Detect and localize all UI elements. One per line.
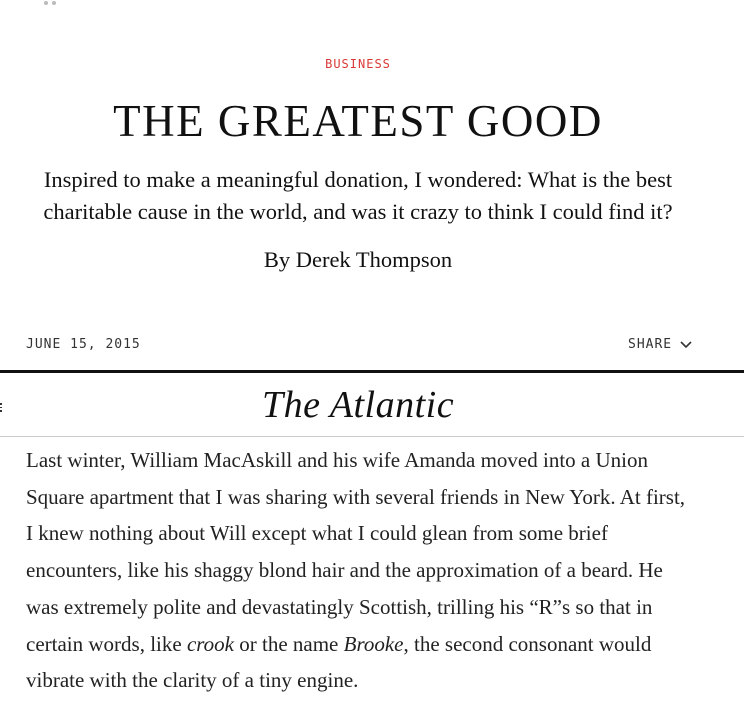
category-link[interactable]: BUSINESS <box>325 57 391 71</box>
sticky-header <box>0 370 744 437</box>
share-label: SHARE <box>628 337 673 352</box>
top-edge-remnant <box>44 0 64 2</box>
article-body <box>26 442 696 699</box>
body-text-run: Last winter, William MacAskill and his wife Amanda moved into a Union Square apartment that I was sharing with several friends in New York. At first, I knew nothing about Will except what I could glean from some brief encounters, like his shaggy blond hair and the approximation of a beard. He was extremely polite and devastatingly Scottish, trilling his “R”s so that in certain words, like <box>26 448 686 656</box>
chevron-down-icon <box>680 341 692 349</box>
site-logo[interactable]: The Atlantic <box>261 384 455 426</box>
body-emphasis: Brooke <box>343 631 404 656</box>
body-text-run: or the name <box>234 631 344 656</box>
share-button[interactable] <box>628 337 692 352</box>
body-text-run: , the second consonant would vibrate with the clarity of a tiny engine. <box>26 631 652 693</box>
body-paragraph <box>26 442 696 699</box>
article-headline: THE GREATEST GOOD <box>113 96 603 146</box>
article-dek: Inspired to make a meaningful donation, I wondered: What is the best charitable cause in the world, and was it crazy to think I could find it? <box>43 167 673 224</box>
author-link[interactable]: Derek Thompson <box>295 247 453 272</box>
body-emphasis: crook <box>186 631 234 656</box>
publish-date: JUNE 15, 2015 <box>26 337 141 352</box>
byline <box>0 247 716 273</box>
byline-prefix: By <box>263 247 296 272</box>
